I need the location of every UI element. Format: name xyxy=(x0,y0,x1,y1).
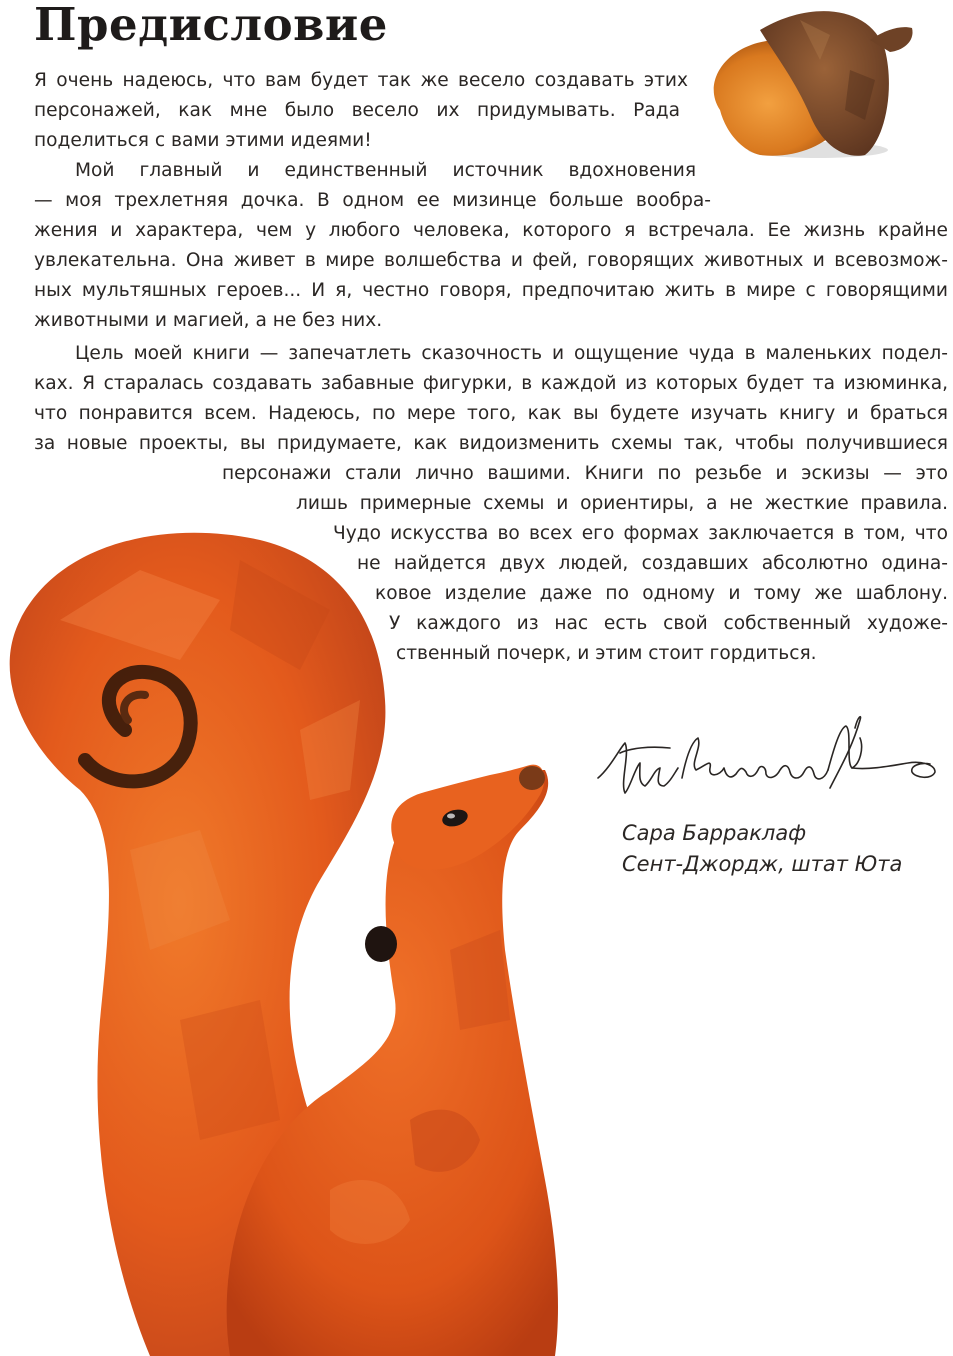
text-line: что понравится всем. Надеюсь, по мере того, как вы будете изучать книгу и браться xyxy=(34,403,948,424)
text-line: не найдется двух людей, создавших абсолютно одина- xyxy=(357,553,948,574)
text-line: Чудо искусства во всех его формах заключается в том, что xyxy=(333,523,948,544)
text-line: ковое изделие даже по одному и тому же шаблону. xyxy=(375,583,948,604)
acorn-carving-image xyxy=(700,0,922,166)
signature-image xyxy=(590,708,940,812)
author-name: Сара Барраклаф xyxy=(622,821,807,845)
text-line: Мой главный и единственный источник вдохновения xyxy=(75,160,696,181)
text-line: персонажей, как мне было весело их придумывать. Рада xyxy=(34,100,680,121)
text-line: У каждого из нас есть свой собственный художе- xyxy=(389,613,948,634)
text-line: поделиться с вами этими идеями! xyxy=(34,130,372,151)
text-line: персонажи стали лично вашими. Книги по резьбе и эскизы — это xyxy=(222,463,948,484)
text-line: Цель моей книги — запечатлеть сказочность и ощущение чуда в маленьких подел- xyxy=(75,343,948,364)
text-line: увлекательна. Она живет в мире волшебства и фей, говорящих животных и всевозмож- xyxy=(34,250,948,271)
text-line: — моя трехлетняя дочка. В одном ее мизинце больше вообра- xyxy=(34,190,711,211)
text-line: жения и характера, чем у любого человека, которого я встречала. Ее жизнь крайне xyxy=(34,220,948,241)
author-location: Сент-Джордж, штат Юта xyxy=(622,852,903,876)
page-title: Предисловие xyxy=(34,0,388,51)
text-line: ных мультяшных героев... И я, честно говоря, предпочитаю жить в мире с говорящими xyxy=(34,280,948,301)
text-line: ственный почерк, и этим стоит гордиться. xyxy=(396,643,817,664)
text-line: Я очень надеюсь, что вам будет так же весело создавать этих xyxy=(34,70,688,91)
text-line: ках. Я старалась создавать забавные фигурки, в каждой из которых будет та изюминка, xyxy=(34,373,948,394)
text-line: животными и магией, а не без них. xyxy=(34,310,383,331)
text-line: за новые проекты, вы придумаете, как видоизменить схемы так, чтобы получившиеся xyxy=(34,433,948,454)
text-line: лишь примерные схемы и ориентиры, а не жесткие правила. xyxy=(296,493,948,514)
